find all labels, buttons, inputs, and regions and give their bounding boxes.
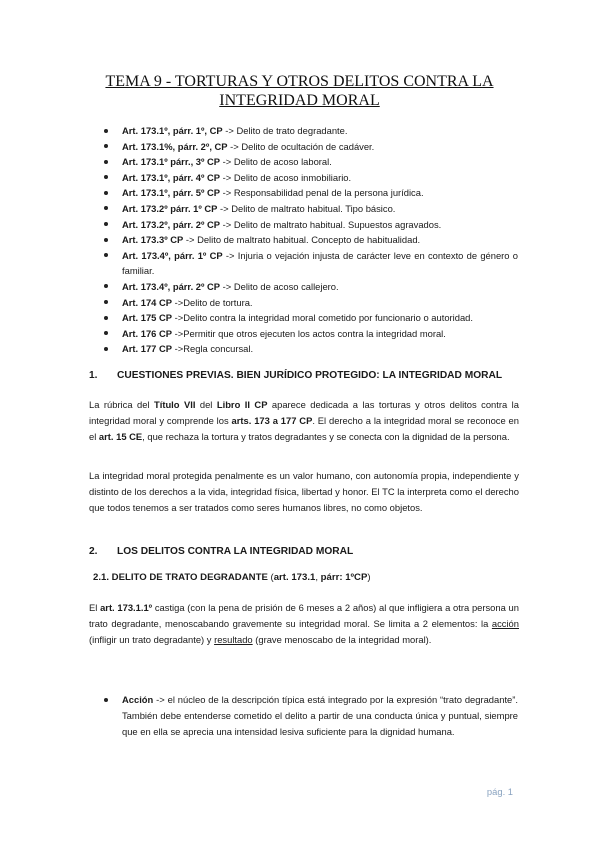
section-2-heading (89, 545, 353, 559)
section-number: 2. (89, 546, 98, 557)
article-ref: Art. 174 CP (122, 296, 173, 308)
list-item (99, 248, 518, 279)
article-ref: Art. 176 CP (122, 327, 173, 339)
list-item (99, 217, 518, 233)
text-run: , que rechaza la tortura y tratos degradantes y se conecta con la dignidad de la persona. (142, 431, 510, 442)
document-title (60, 72, 539, 110)
article-desc: -> Delito de ocultación de cadáver. (227, 140, 375, 152)
article-ref: Art. 173.1%, párr. 2º, CP (122, 140, 228, 152)
article-desc: ->Delito contra la integridad moral cometido por funcionario o autoridad. (172, 312, 473, 324)
article-desc: -> Delito de maltrato habitual. Tipo básico. (217, 202, 396, 214)
text-run: del (195, 399, 217, 410)
section-number: 1. (89, 370, 98, 381)
article-desc: -> Delito de maltrato habitual. Supuestos agravados. (220, 218, 442, 230)
text-run: (grave menoscabo de la integridad moral). (252, 634, 432, 645)
text-run: ( (267, 572, 274, 583)
text-run: castiga (con la pena de prisión de 6 meses a 2 años) al que infligiera a otra persona un trato degradante, menoscabando gravemente su integridad moral. Se limita a 2 elementos: la (89, 602, 519, 629)
article-desc: -> Delito de acoso laboral. (220, 156, 332, 168)
text-run-bold: 2.1. DELITO DE TRATO DEGRADANTE (93, 572, 268, 583)
paragraph-trato-degradante (89, 600, 519, 648)
list-item (99, 139, 518, 155)
text-run: ) (367, 572, 371, 583)
list-item (99, 279, 518, 295)
list-item (99, 170, 518, 186)
list-item (99, 123, 518, 139)
list-item (99, 295, 518, 311)
text-run-bold: párr: 1ºCP (320, 572, 368, 583)
article-ref: Art. 173.4º, párr. 2º CP (122, 280, 221, 292)
text-run-bold: art. 173.1.1º (100, 602, 153, 613)
text-run-bold: Acción (122, 694, 154, 705)
text-run: -> el núcleo de la descripción típica está integrado por la expresión “trato degradante”. También debe entenderse cometido el delito a partir de una conducta única y puntual, siempre que en ella se aprecia una intensidad lesiva suficiente para la dignidad humana. (122, 694, 518, 737)
article-desc: -> Delito de acoso callejero. (220, 280, 339, 292)
section-1-heading (89, 369, 502, 383)
article-ref: Art. 173.1º, párr. 1º, CP (122, 125, 223, 136)
text-run: La rúbrica del (89, 399, 154, 410)
accion-list (99, 692, 518, 740)
page-number: pág. 1 (486, 786, 513, 797)
list-item (99, 232, 518, 248)
text-run-bold: Título VII (153, 399, 196, 410)
article-desc: -> Delito de trato degradante. (222, 125, 348, 136)
section-title: CUESTIONES PREVIAS. BIEN JURÍDICO PROTEGIDO: LA INTEGRIDAD MORAL (117, 370, 503, 381)
article-desc: ->Regla concursal. (172, 343, 254, 355)
article-ref: Art. 173.2º párr. 1º CP (122, 202, 218, 214)
text-run: aparece dedicada a las torturas y otros delitos contra la integridad moral y comprende los (89, 399, 519, 426)
title-line-2: INTEGRIDAD MORAL (219, 92, 380, 109)
article-desc: -> Responsabilidad penal de la persona jurídica. (220, 187, 424, 199)
article-ref: Art. 173.2º, párr. 2º CP (122, 218, 221, 230)
article-desc: ->Delito de tortura. (172, 296, 253, 308)
list-item (99, 310, 518, 326)
text-run: , (315, 572, 321, 583)
article-desc: -> Delito de maltrato habitual. Concepto de habitualidad. (183, 234, 421, 246)
text-run-bold: Libro II CP (216, 399, 268, 410)
list-item (99, 154, 518, 170)
paragraph-integridad-moral: La integridad moral protegida penalmente es un valor humano, con autonomía propia, independiente y distinto de los derechos a la vida, integridad física, libertad y honor. El TC la interpreta como el derecho que todos tenemos a ser tratados como seres humanos libres, no como objetos. (89, 470, 519, 513)
list-item (99, 185, 518, 201)
article-ref: Art. 175 CP (122, 312, 173, 324)
list-item (99, 326, 518, 342)
list-item (99, 341, 518, 357)
title-line-1: TEMA 9 - TORTURAS Y OTROS DELITOS CONTRA LA (105, 73, 494, 90)
article-desc: ->Permitir que otros ejecuten los actos contra la integridad moral. (172, 327, 446, 339)
subsection-heading (93, 571, 371, 585)
article-desc: -> Delito de acoso inmobiliario. (220, 171, 352, 183)
list-item (99, 692, 518, 740)
article-ref: Art. 173.1º, párr. 5º CP (122, 187, 221, 199)
text-run: (infligir un trato degradante) y (89, 634, 215, 645)
text-run-bold: art. 173.1 (273, 572, 316, 583)
article-ref: Art. 173.4º, párr. 1º CP (122, 249, 223, 261)
text-run-bold: arts. 173 a 177 CP (231, 415, 313, 426)
article-desc: -> Injuria o vejación injusta de carácter leve en contexto de género o familiar. (122, 249, 518, 277)
text-run: . El derecho a la integridad moral se reconoce en el (89, 415, 519, 442)
text-run-bold: art. 15 CE (98, 431, 143, 442)
text-run: El (89, 602, 101, 613)
paragraph-rubrica (89, 397, 519, 445)
text-run-underline: acción (491, 618, 519, 629)
article-ref: Art. 173.1º párr., 3º CP (122, 156, 221, 168)
text-run-underline: resultado (214, 634, 253, 645)
article-ref: Art. 173.1º, párr. 4º CP (122, 171, 221, 183)
list-item (99, 201, 518, 217)
article-ref: Art. 173.3º CP (122, 234, 184, 246)
article-ref: Art. 177 CP (122, 343, 173, 355)
section-title: LOS DELITOS CONTRA LA INTEGRIDAD MORAL (117, 546, 354, 557)
article-list (99, 123, 518, 357)
